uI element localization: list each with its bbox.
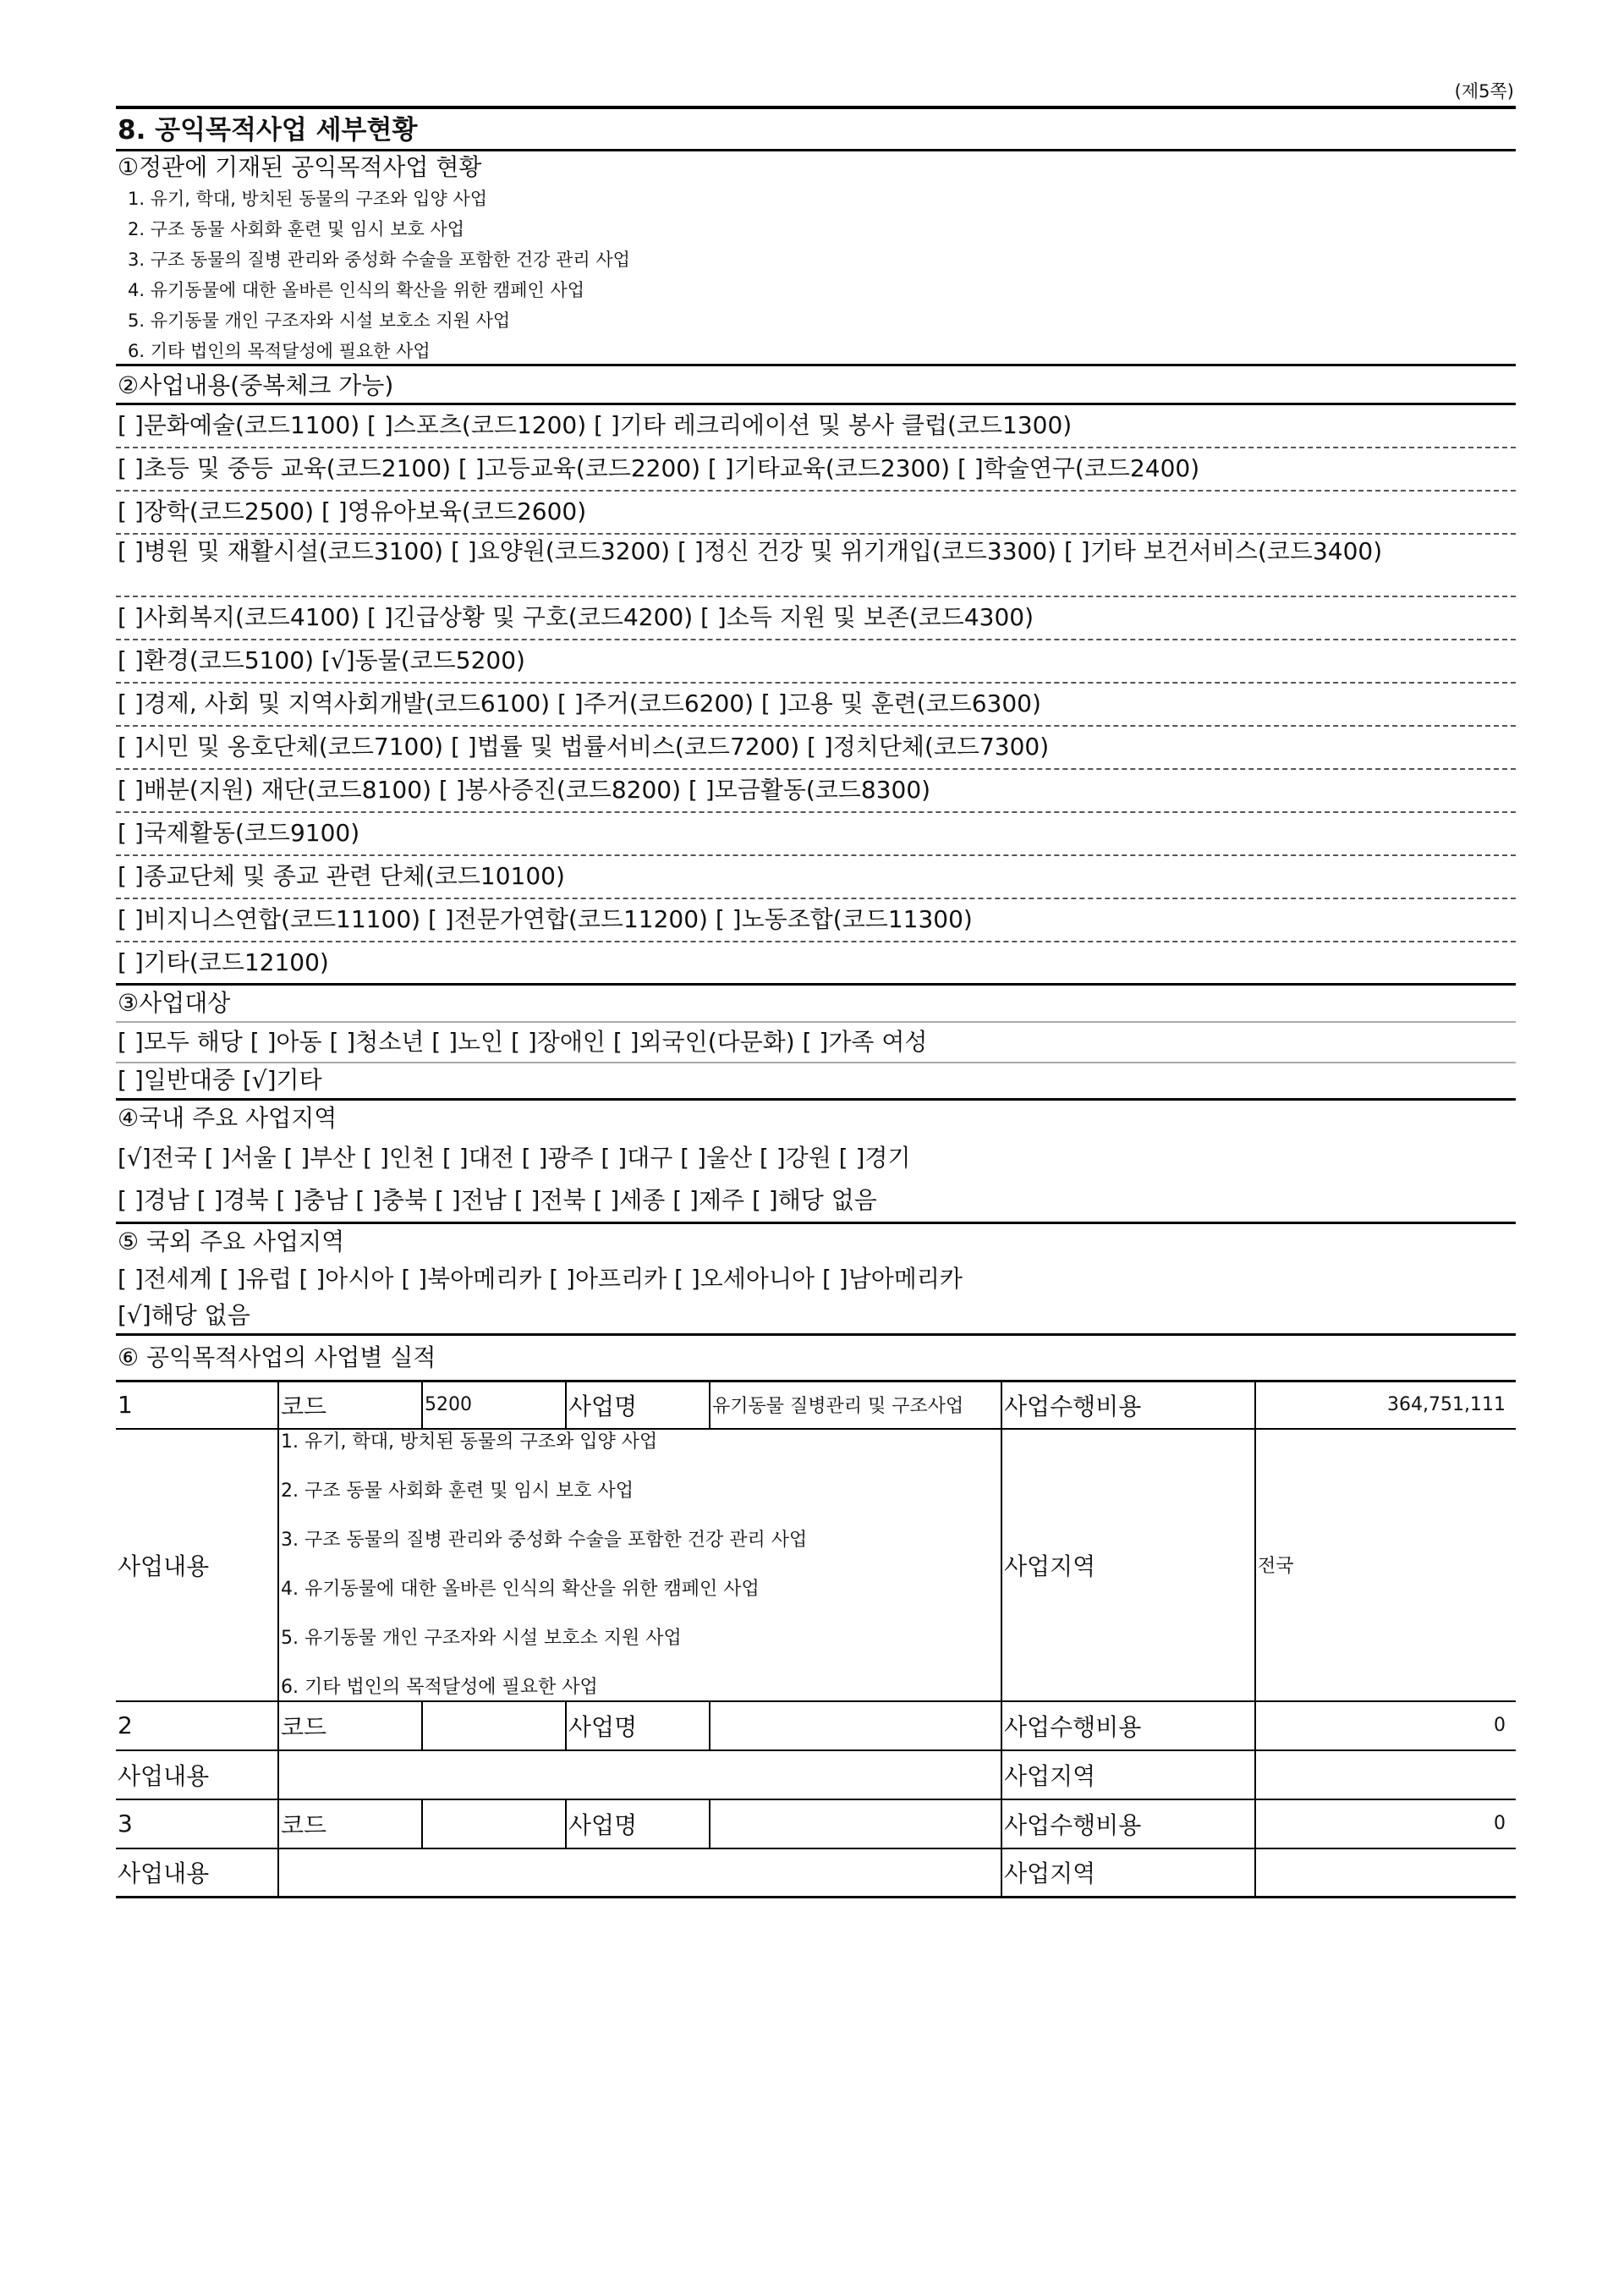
category-row[interactable]: [ ]병원 및 재활시설(코드3100) [ ]요양원(코드3200) [ ]정신 건강 및 위기개입(코드3300) [ ]기타 보건서비스(코드3400)	[116, 535, 1516, 597]
table-row	[116, 1848, 1516, 1898]
code-value[interactable]	[422, 1799, 566, 1848]
name-label: 사업명	[566, 1701, 710, 1750]
name-label: 사업명	[566, 1799, 710, 1848]
name-value[interactable]: 유기동물 질병관리 및 구조사업	[710, 1381, 1001, 1429]
table-row	[116, 1701, 1516, 1750]
name-value[interactable]	[710, 1799, 1001, 1848]
category-row[interactable]: [ ]사회복지(코드4100) [ ]긴급상황 및 구호(코드4200) [ ]소득 지원 및 보존(코드4300)	[116, 597, 1516, 640]
region-label: 사업지역	[1001, 1848, 1255, 1898]
content-line: 3. 구조 동물의 질병 관리와 중성화 수술을 포함한 건강 관리 사업	[281, 1529, 808, 1551]
target-header: ③사업대상	[116, 986, 1516, 1023]
region-label: 사업지역	[1001, 1429, 1255, 1701]
document-body	[116, 106, 1516, 1898]
business-content-header: ②사업내용(중복체크 가능)	[116, 366, 1516, 405]
table-row	[116, 1381, 1516, 1429]
article-item: 2. 구조 동물 사회화 훈련 및 임시 보호 사업	[128, 219, 465, 239]
cost-value[interactable]: 0	[1255, 1701, 1516, 1750]
cost-label: 사업수행비용	[1001, 1799, 1255, 1848]
article-item: 3. 구조 동물의 질병 관리와 중성화 수술을 포함한 건강 관리 사업	[128, 250, 630, 270]
page-number: (제5쪽)	[1454, 81, 1514, 102]
category-row[interactable]: [ ]초등 및 중등 교육(코드2100) [ ]고등교육(코드2200) [ ]기타교육(코드2300) [ ]학술연구(코드2400)	[116, 448, 1516, 492]
category-row[interactable]: [ ]기타(코드12100)	[116, 942, 1516, 986]
target-row[interactable]: [ ]모두 해당 [ ]아동 [ ]청소년 [ ]노인 [ ]장애인 [ ]외국인(다문화) [ ]가족 여성	[116, 1023, 1516, 1063]
category-row[interactable]: [ ]국제활동(코드9100)	[116, 813, 1516, 856]
region-value[interactable]	[1255, 1848, 1516, 1898]
code-label: 코드	[278, 1701, 422, 1750]
category-row[interactable]: [ ]시민 및 옹호단체(코드7100) [ ]법률 및 법률서비스(코드7200) [ ]정치단체(코드7300)	[116, 727, 1516, 770]
domestic-region-header: ④국내 주요 사업지역	[118, 1104, 337, 1132]
articles-list	[116, 184, 1516, 366]
entry-number: 1	[116, 1381, 278, 1429]
cost-value[interactable]: 364,751,111	[1255, 1381, 1516, 1429]
category-row[interactable]: [ ]경제, 사회 및 지역사회개발(코드6100) [ ]주거(코드6200) [ ]고용 및 훈련(코드6300)	[116, 684, 1516, 727]
content-line: 5. 유기동물 개인 구조자와 시설 보호소 지원 사업	[281, 1627, 682, 1649]
name-value[interactable]	[710, 1701, 1001, 1750]
category-row[interactable]: [ ]비지니스연합(코드11100) [ ]전문가연합(코드11200) [ ]노동조합(코드11300)	[116, 899, 1516, 942]
overseas-region-row[interactable]: [√]해당 없음	[116, 1299, 1516, 1336]
content-value[interactable]	[278, 1848, 1001, 1898]
content-value[interactable]	[278, 1750, 1001, 1799]
domestic-region-row[interactable]: [√]전국 [ ]서울 [ ]부산 [ ]인천 [ ]대전 [ ]광주 [ ]대구 [ ]울산 [ ]강원 [ ]경기	[118, 1144, 911, 1172]
article-item: 4. 유기동물에 대한 올바른 인식의 확산을 위한 캠페인 사업	[128, 280, 585, 300]
article-item: 1. 유기, 학대, 방치된 동물의 구조와 입양 사업	[128, 189, 487, 209]
content-line: 6. 기타 법인의 목적달성에 필요한 사업	[281, 1676, 598, 1698]
code-label: 코드	[278, 1799, 422, 1848]
content-label: 사업내용	[116, 1429, 278, 1701]
target-row[interactable]: [ ]일반대중 [√]기타	[116, 1063, 1516, 1101]
content-line: 2. 구조 동물 사회화 훈련 및 임시 보호 사업	[281, 1480, 634, 1502]
performance-table	[116, 1380, 1516, 1898]
region-value[interactable]: 전국	[1255, 1429, 1516, 1701]
content-line: 1. 유기, 학대, 방치된 동물의 구조와 입양 사업	[281, 1431, 658, 1453]
overseas-region-header: ⑤ 국외 주요 사업지역	[118, 1228, 345, 1255]
content-label: 사업내용	[116, 1750, 278, 1799]
region-value[interactable]	[1255, 1750, 1516, 1799]
article-item: 5. 유기동물 개인 구조자와 시설 보호소 지원 사업	[128, 310, 511, 331]
category-row[interactable]: [ ]종교단체 및 종교 관련 단체(코드10100)	[116, 856, 1516, 899]
category-row[interactable]: [ ]배분(지원) 재단(코드8100) [ ]봉사증진(코드8200) [ ]모금활동(코드8300)	[116, 770, 1516, 813]
cost-label: 사업수행비용	[1001, 1701, 1255, 1750]
content-value[interactable]	[278, 1429, 1001, 1701]
region-label: 사업지역	[1001, 1750, 1255, 1799]
overseas-region-row[interactable]: [ ]전세계 [ ]유럽 [ ]아시아 [ ]북아메리카 [ ]아프리카 [ ]오세아니아 [ ]남아메리카	[118, 1265, 963, 1293]
article-item: 6. 기타 법인의 목적달성에 필요한 사업	[116, 336, 1516, 366]
category-row[interactable]: [ ]문화예술(코드1100) [ ]스포츠(코드1200) [ ]기타 레크리에이션 및 봉사 클럽(코드1300)	[116, 405, 1516, 448]
entry-number: 2	[116, 1701, 278, 1750]
business-content-list	[116, 405, 1516, 986]
cost-label: 사업수행비용	[1001, 1381, 1255, 1429]
code-label: 코드	[278, 1381, 422, 1429]
table-row	[116, 1799, 1516, 1848]
performance-header: ⑥ 공익목적사업의 사업별 실적	[118, 1343, 436, 1371]
content-line: 4. 유기동물에 대한 올바른 인식의 확산을 위한 캠페인 사업	[281, 1578, 760, 1600]
cost-value[interactable]: 0	[1255, 1799, 1516, 1848]
entry-number: 3	[116, 1799, 278, 1848]
name-label: 사업명	[566, 1381, 710, 1429]
category-row[interactable]: [ ]장학(코드2500) [ ]영유아보육(코드2600)	[116, 492, 1516, 535]
section-title: 8. 공익목적사업 세부현황	[116, 106, 1516, 151]
code-value[interactable]	[422, 1701, 566, 1750]
table-row	[116, 1750, 1516, 1799]
category-row[interactable]: [ ]환경(코드5100) [√]동물(코드5200)	[116, 640, 1516, 684]
table-row	[116, 1429, 1516, 1701]
domestic-region-row[interactable]: [ ]경남 [ ]경북 [ ]충남 [ ]충북 [ ]전남 [ ]전북 [ ]세종 [ ]제주 [ ]해당 없음	[116, 1180, 1516, 1224]
content-label: 사업내용	[116, 1848, 278, 1898]
code-value[interactable]: 5200	[422, 1381, 566, 1429]
articles-header: ①정관에 기재된 공익목적사업 현황	[118, 153, 482, 181]
